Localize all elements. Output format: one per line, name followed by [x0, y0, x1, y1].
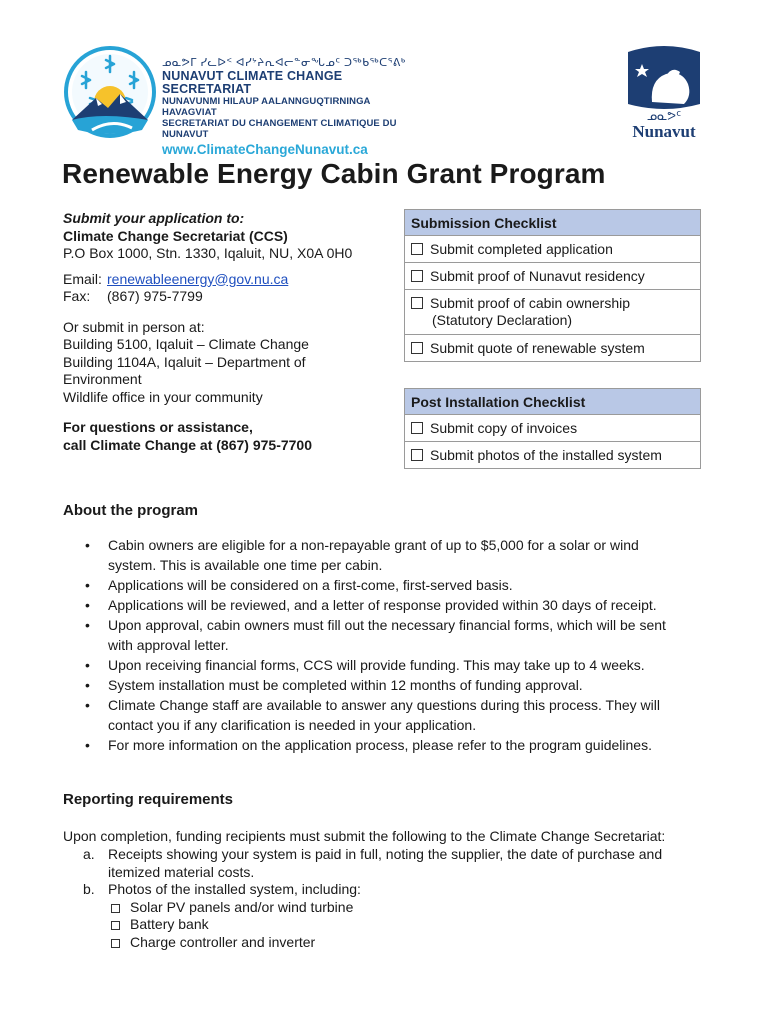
photo-item: Charge controller and inverter — [108, 934, 703, 952]
list-item: b. Photos of the installed system, including: Solar PV panels and/or wind turbine Battery bank Charge controller and inverter — [63, 881, 703, 951]
checkbox[interactable] — [411, 270, 423, 282]
checklist-item[interactable]: Submit completed application — [405, 236, 701, 263]
email-label: Email: — [63, 270, 102, 287]
post-checklist-heading: Post Installation Checklist — [405, 389, 701, 415]
checklist-item[interactable]: Submit proof of cabin ownership (Statutory Declaration) — [405, 290, 701, 335]
nunavut-logo — [622, 44, 706, 140]
list-item: • System installation must be completed within 12 months of funding approval. — [63, 675, 683, 695]
header-syllabics: ᓄᓇᕗᒥ ᓯᓚᐅᑉ ᐊᓯᔾᔨᕆᐊᓕᓐᓂᖓᓄᑦ ᑐᖅᑲᖅᑕᕐᕕᒃ — [162, 57, 406, 69]
checklist-item[interactable]: Submit copy of invoices — [405, 415, 701, 442]
checkbox[interactable] — [411, 449, 423, 461]
fax-number: (867) 975-7799 — [107, 288, 203, 304]
submission-checklist-heading: Submission Checklist — [405, 210, 701, 236]
checklist-item[interactable]: Submit proof of Nunavut residency — [405, 263, 701, 290]
about-heading: About the program — [63, 502, 198, 519]
checklist-item[interactable]: Submit quote of renewable system — [405, 335, 701, 362]
list-item: • Cabin owners are eligible for a non-repayable grant of up to $5,000 for a solar or wind system. This is available one time per cabin. — [63, 535, 683, 575]
fax-label: Fax: — [63, 288, 91, 304]
photo-items — [108, 899, 703, 952]
checkbox[interactable] — [411, 297, 423, 309]
submission-checklist — [404, 209, 701, 362]
submit-heading: Submit your application to: — [63, 210, 245, 226]
email-row — [63, 271, 383, 289]
post-installation-checklist — [404, 388, 701, 469]
checklist-item[interactable]: Submit photos of the installed system — [405, 442, 701, 469]
list-item: • Upon receiving financial forms, CCS will provide funding. This may take up to 4 weeks. — [63, 655, 683, 675]
list-item: a. Receipts showing your system is paid in full, noting the supplier, the date of purchase and itemized material costs. — [83, 846, 663, 880]
org-name: NUNAVUT CLIMATE CHANGE SECRETARIAT — [162, 69, 343, 96]
in-person-line: Building 5100, Iqaluit – Climate Change — [63, 336, 309, 352]
checkbox[interactable] — [411, 243, 423, 255]
photo-item: Battery bank — [108, 916, 703, 934]
email-link[interactable]: renewableenergy@gov.nu.ca — [107, 270, 289, 287]
reporting-intro: Upon completion, funding recipients must submit the following to the Climate Change Secretariat: — [63, 828, 666, 844]
list-item: • Climate Change staff are available to answer any questions during this process. They will contact you if any clarification is needed in your application. — [63, 695, 683, 735]
header-text — [162, 56, 412, 157]
checkbox[interactable] — [411, 422, 423, 434]
list-item: • Applications will be considered on a first-come, first-served basis. — [63, 575, 683, 595]
about-list — [63, 535, 683, 755]
photo-item: Solar PV panels and/or wind turbine — [108, 899, 703, 917]
nunavut-logo-text: Nunavut — [632, 122, 696, 140]
mailing-address: P.O Box 1000, Stn. 1330, Iqaluit, NU, X0A 0H0 — [63, 245, 353, 261]
questions-line: For questions or assistance, — [63, 419, 253, 435]
in-person-line: Building 1104A, Iqaluit – Department of — [63, 353, 306, 370]
nunavut-logo-syllabics: ᓄᓇᕗᑦ — [646, 109, 682, 123]
reporting-heading: Reporting requirements — [63, 791, 234, 808]
questions-line: call Climate Change at (867) 975-7700 — [63, 436, 313, 453]
page-title: Renewable Energy Cabin Grant Program — [62, 158, 606, 189]
office-name: Climate Change Secretariat (CCS) — [63, 227, 288, 244]
org-name-inuinnaqtun: NUNAVUNMI HILAUP AALANNGUQTIRNINGA HAVAGVIAT — [162, 96, 371, 118]
reporting-list — [63, 846, 703, 951]
ccs-logo — [62, 46, 162, 138]
in-person-line: Environment — [63, 371, 142, 387]
list-item: • For more information on the application process, please refer to the program guidelines. — [63, 735, 683, 755]
list-item: • Upon approval, cabin owners must fill out the necessary financial forms, which will be sent with approval letter. — [63, 615, 683, 655]
checkbox[interactable] — [411, 342, 423, 354]
org-name-french: SECRETARIAT DU CHANGEMENT CLIMATIQUE DU NUNAVUT — [162, 118, 397, 140]
in-person-heading: Or submit in person at: — [63, 318, 205, 335]
website-url[interactable]: www.ClimateChangeNunavut.ca — [162, 142, 368, 157]
in-person-line: Wildlife office in your community — [63, 388, 263, 405]
fax-row — [63, 288, 383, 306]
contact-block — [63, 210, 383, 454]
list-item: • Applications will be reviewed, and a letter of response provided within 30 days of receipt. — [63, 595, 683, 615]
checklist-item-subtext: (Statutory Declaration) — [432, 312, 573, 328]
